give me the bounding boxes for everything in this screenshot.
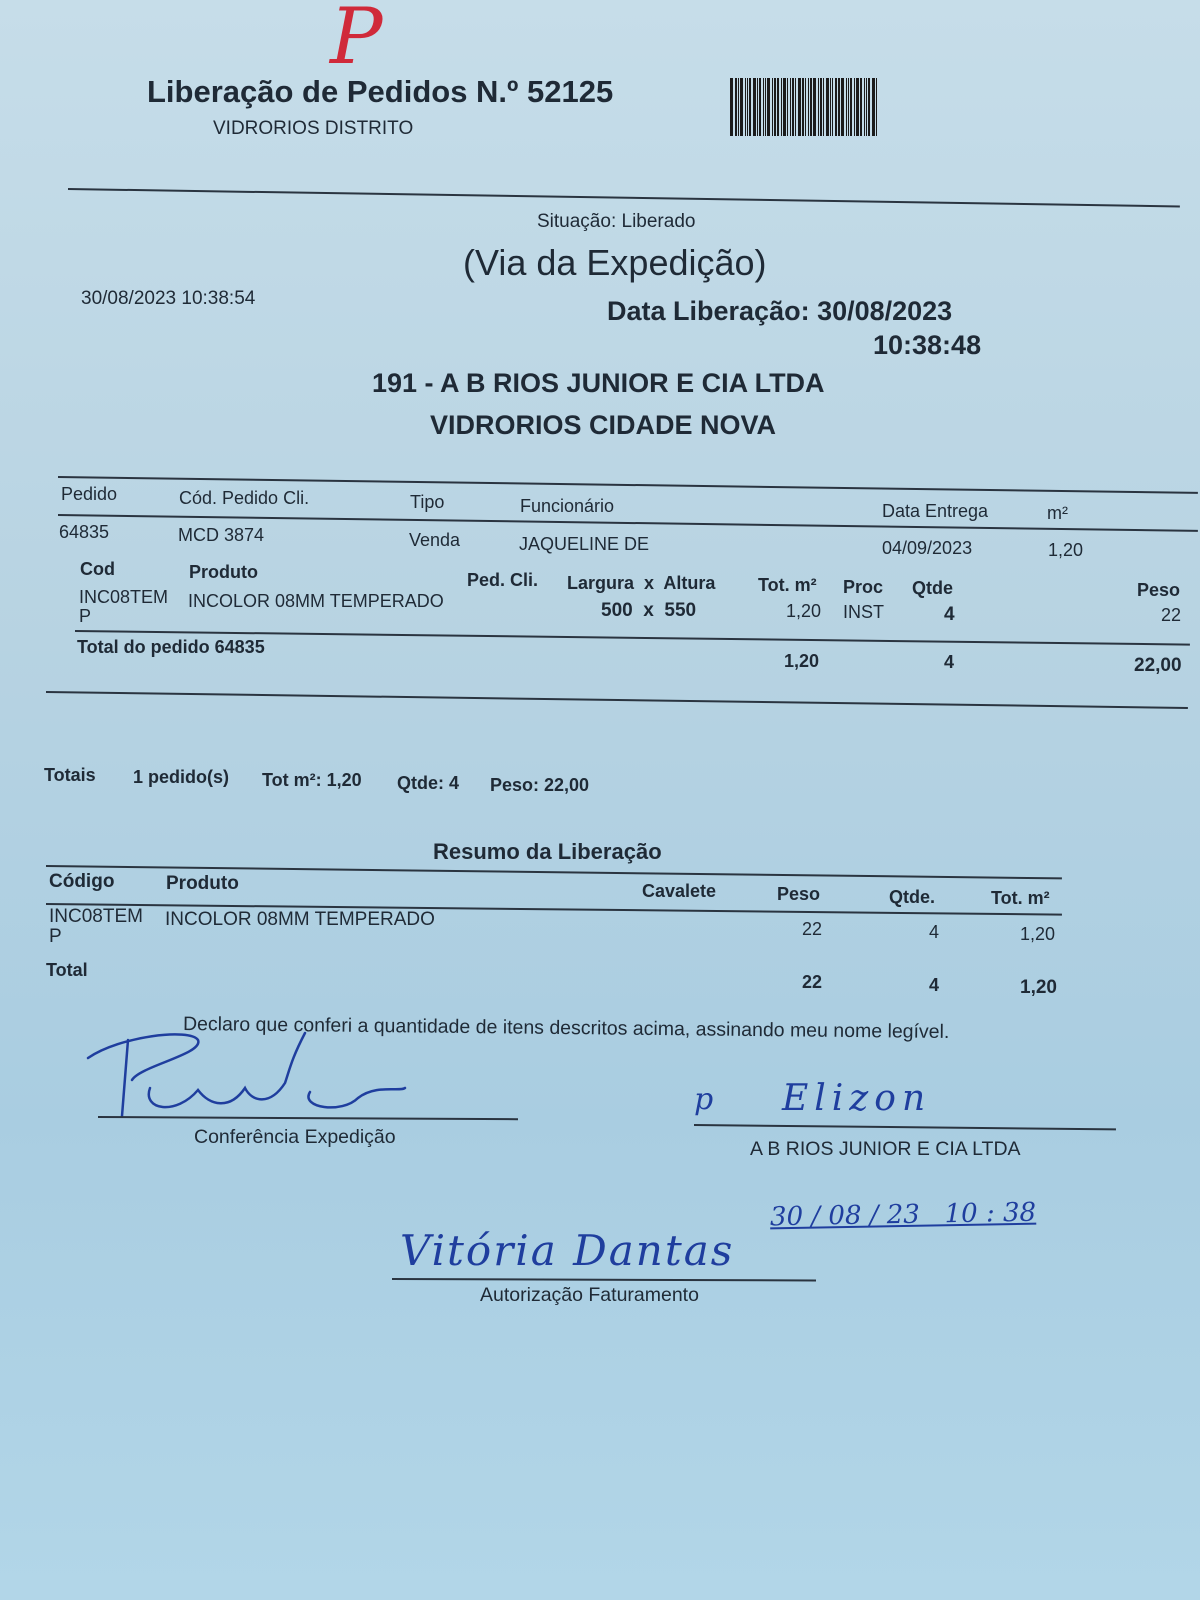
signature-bottom-line [392,1278,816,1281]
barcode-bar [730,78,733,136]
barcode-bar [868,78,870,136]
release-time: 10:38:48 [873,330,982,360]
release-date: Data Liberação: 30/08/2023 [607,296,953,326]
resumo-col-cavalete: Cavalete [642,881,717,901]
barcode-bar [820,78,822,136]
barcode-bar [805,78,806,136]
resumo-col-tot-m2: Tot. m² [991,888,1050,908]
col-funcionario: Funcionário [520,496,615,516]
barcode-bar [835,78,837,136]
order-m2: 1,20 [1048,540,1084,560]
order-total-qtde: 4 [944,652,955,672]
totais-tot-m2: Tot m²: 1,20 [262,770,362,790]
signature-bottom-name: Vitória Dantas [400,1226,735,1275]
resumo-title: Resumo da Liberação [433,839,662,864]
barcode-bar [787,78,788,136]
item-dims: 500 x 550 [601,600,697,621]
barcode-bar [850,78,852,136]
document-title: Liberação de Pedidos N.º 52125 [147,74,614,109]
item-col-produto: Produto [189,562,258,582]
item-qtde: 4 [944,604,955,625]
barcode-bar [808,78,809,136]
order-bottom-line [46,691,1188,709]
item-col-dims: Largura x Altura [567,573,716,593]
signature-left [80,1028,420,1118]
declaration-text: Declaro que conferi a quantidade de itens descritos acima, assinando meu nome legível. [182,1013,950,1044]
totais-pedidos: 1 pedido(s) [133,767,230,787]
barcode-bar [740,78,743,136]
barcode-bar [856,78,859,136]
barcode-bar [854,78,855,136]
status-text: Situação: Liberado [537,211,696,232]
resumo-total-label: Total [46,960,88,980]
barcode-bar [735,78,737,136]
barcode-bar [818,78,819,136]
barcode-bar [777,78,779,136]
resumo-total-tot-m2: 1,20 [1020,977,1057,998]
barcode-bar [795,78,796,136]
barcode-bar [783,78,786,136]
barcode-bar [810,78,812,136]
resumo-row-qtde: 4 [929,922,940,942]
barcode-bar [860,78,862,136]
totais-qtde: Qtde: 4 [397,773,460,793]
col-data-entrega: Data Entrega [882,501,989,521]
order-funcionario: JAQUELINE DE [519,534,650,554]
order-pedido: 64835 [59,522,110,542]
item-produto: INCOLOR 08MM TEMPERADO [188,591,444,611]
barcode-bar [830,78,831,136]
barcode-bar [872,78,875,136]
barcode-bar [823,78,824,136]
barcode-bar [757,78,758,136]
resumo-row-codigo: INC08TEM [49,906,143,927]
barcode-bar [832,78,833,136]
barcode-bar [846,78,847,136]
resumo-total-qtde: 4 [929,975,940,995]
barcode-bar [763,78,764,136]
order-tipo: Venda [409,530,461,550]
col-tipo: Tipo [410,492,445,512]
resumo-col-codigo: Código [49,871,115,892]
barcode-bar [813,78,816,136]
order-total-m2: 1,20 [784,651,820,671]
barcode-bar [738,78,739,136]
header-divider [68,188,1180,207]
signature-right-prefix: p [694,1082,714,1117]
barcode [730,78,926,136]
barcode-bar [790,78,791,136]
barcode-bar [838,78,840,136]
client-branch: VIDRORIOS CIDADE NOVA [430,410,777,440]
resumo-row-peso: 22 [802,919,823,939]
totais-label: Totais [44,765,96,785]
item-col-ped-cli: Ped. Cli. [467,570,539,590]
col-pedido: Pedido [61,484,118,504]
item-col-proc: Proc [843,577,884,597]
item-col-tot-m2: Tot. m² [758,575,817,595]
item-peso: 22 [1161,605,1182,625]
issuer-company: VIDRORIOS DISTRITO [213,118,414,139]
totais-peso: Peso: 22,00 [490,775,590,795]
barcode-bar [749,78,751,136]
barcode-bar [792,78,794,136]
signature-right-caption: A B RIOS JUNIOR E CIA LTDA [750,1138,1021,1160]
copy-label: (Via da Expedição) [463,242,767,283]
barcode-bar [772,78,773,136]
client-name: 191 - A B RIOS JUNIOR E CIA LTDA [372,368,825,398]
barcode-bar [767,78,770,136]
order-total-peso: 22,00 [1134,655,1182,676]
barcode-bar [747,78,748,136]
barcode-bar [864,78,865,136]
barcode-bar [753,78,756,136]
barcode-bar [841,78,844,136]
handwritten-date: 30 / 08 / 23 10 : 38 [769,1197,1037,1233]
barcode-bar [802,78,804,136]
order-cod-cli: MCD 3874 [178,525,265,545]
item-col-peso: Peso [1137,580,1181,600]
resumo-row-produto: INCOLOR 08MM TEMPERADO [165,909,435,930]
signature-bottom-caption: Autorização Faturamento [480,1284,699,1306]
resumo-col-peso: Peso [777,884,821,904]
resumo-col-qtde: Qtde. [889,887,936,907]
item-col-qtde: Qtde [912,578,954,598]
item-tot-m2: 1,20 [786,601,822,621]
barcode-bar [848,78,849,136]
barcode-bar [774,78,776,136]
barcode-bar [866,78,867,136]
col-cod-pedido-cli: Cód. Pedido Cli. [179,488,310,508]
signature-left-caption: Conferência Expedição [194,1126,396,1148]
signature-right-line [694,1124,1116,1130]
item-cod-cont: P [79,606,92,626]
barcode-bar [826,78,829,136]
barcode-bar [781,78,782,136]
item-col-cod: Cod [80,559,115,579]
item-cod: INC08TEM [79,587,169,607]
order-total-label: Total do pedido 64835 [77,637,265,657]
col-m2: m² [1047,503,1068,523]
signature-right-name: Elizon [782,1078,932,1119]
resumo-row-codigo-cont: P [49,926,62,947]
barcode-bar [745,78,746,136]
barcode-bar [759,78,761,136]
red-p-mark: P [330,0,383,82]
order-data-entrega: 04/09/2023 [882,538,973,558]
printed-timestamp: 30/08/2023 10:38:54 [81,288,256,309]
item-proc: INST [843,602,885,622]
barcode-bar [798,78,801,136]
resumo-row-tot-m2: 1,20 [1020,924,1056,944]
resumo-total-peso: 22 [802,972,823,992]
barcode-bar [765,78,766,136]
resumo-col-produto: Produto [166,873,239,894]
barcode-bar [876,78,877,136]
